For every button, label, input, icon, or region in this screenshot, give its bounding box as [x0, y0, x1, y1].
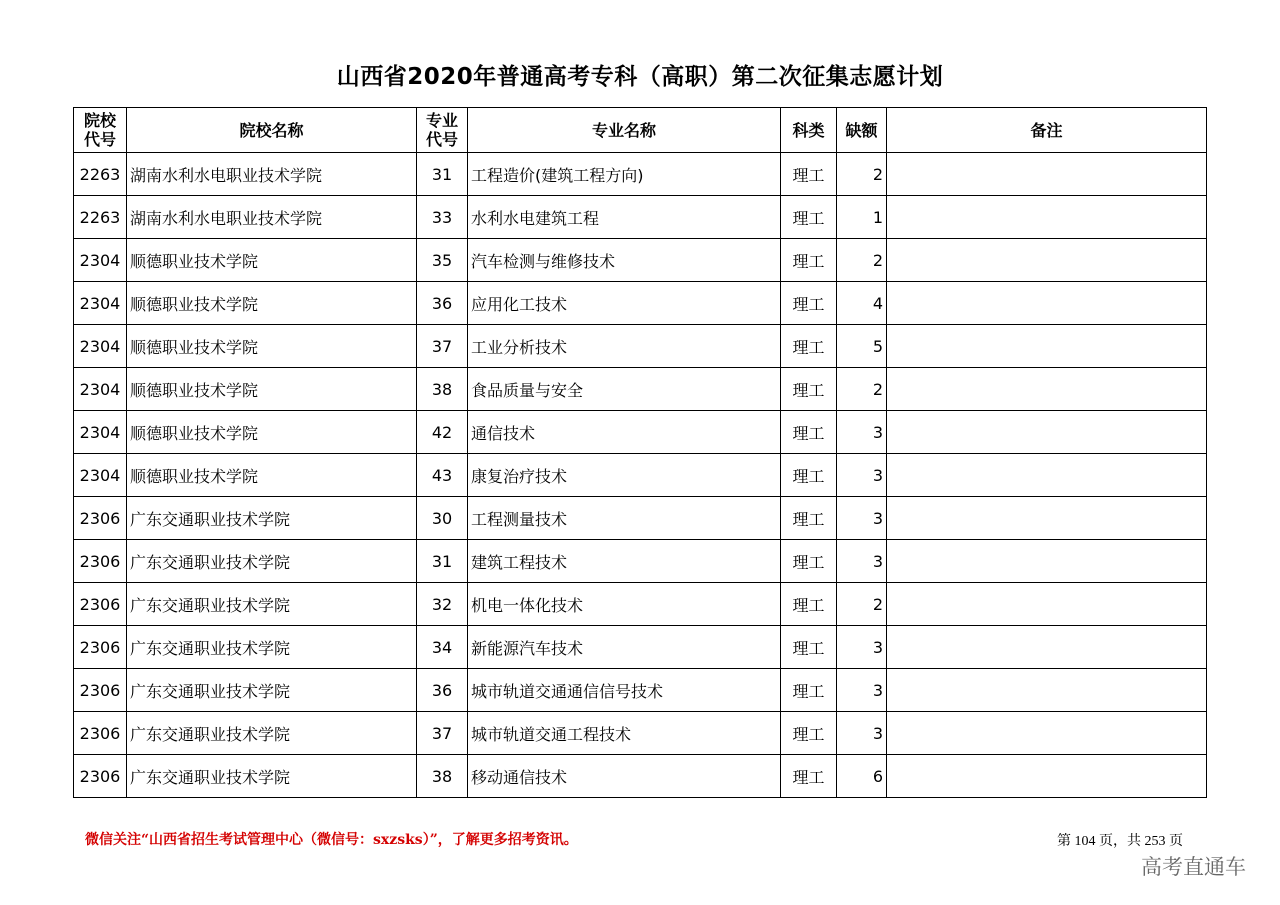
cell-major-code: 33	[417, 196, 468, 239]
cell-school-code: 2304	[74, 368, 127, 411]
table-row	[74, 755, 1207, 798]
cell-category: 理工	[781, 497, 837, 540]
page-indicator: 第 104 页，共 253 页	[1057, 834, 1183, 849]
cell-quota: 3	[837, 669, 887, 712]
cell-quota: 2	[837, 239, 887, 282]
header-major-name: 专业名称	[468, 108, 781, 153]
cell-school-name: 广东交通职业技术学院	[127, 755, 417, 798]
table-row	[74, 282, 1207, 325]
wechat-notice: 微信关注“山西省招生考试管理中心（微信号：sxzsks）”，了解更多招考资讯。	[85, 832, 578, 848]
cell-remark	[887, 583, 1207, 626]
cell-major-code: 36	[417, 282, 468, 325]
cell-major-name: 机电一体化技术	[468, 583, 781, 626]
cell-major-code: 31	[417, 153, 468, 196]
table-row	[74, 626, 1207, 669]
cell-school-code: 2304	[74, 454, 127, 497]
cell-school-name: 顺德职业技术学院	[127, 282, 417, 325]
cell-major-name: 城市轨道交通工程技术	[468, 712, 781, 755]
cell-quota: 3	[837, 497, 887, 540]
cell-category: 理工	[781, 239, 837, 282]
cell-major-code: 30	[417, 497, 468, 540]
cell-school-code: 2306	[74, 497, 127, 540]
cell-remark	[887, 540, 1207, 583]
cell-school-code: 2306	[74, 626, 127, 669]
cell-quota: 3	[837, 712, 887, 755]
cell-major-code: 37	[417, 712, 468, 755]
cell-category: 理工	[781, 325, 837, 368]
cell-category: 理工	[781, 540, 837, 583]
cell-school-code: 2304	[74, 239, 127, 282]
cell-major-name: 建筑工程技术	[468, 540, 781, 583]
cell-quota: 2	[837, 153, 887, 196]
table-row	[74, 497, 1207, 540]
cell-category: 理工	[781, 712, 837, 755]
cell-category: 理工	[781, 454, 837, 497]
header-major-code: 专业 代号	[417, 108, 468, 153]
cell-remark	[887, 411, 1207, 454]
cell-school-code: 2304	[74, 282, 127, 325]
table-row	[74, 454, 1207, 497]
table-row	[74, 368, 1207, 411]
cell-school-name: 顺德职业技术学院	[127, 368, 417, 411]
cell-remark	[887, 368, 1207, 411]
cell-remark	[887, 282, 1207, 325]
table-row	[74, 153, 1207, 196]
table-row	[74, 196, 1207, 239]
header-school-code: 院校 代号	[74, 108, 127, 153]
table-row	[74, 669, 1207, 712]
cell-major-code: 37	[417, 325, 468, 368]
cell-school-name: 广东交通职业技术学院	[127, 712, 417, 755]
cell-major-name: 食品质量与安全	[468, 368, 781, 411]
cell-school-code: 2306	[74, 540, 127, 583]
cell-school-name: 湖南水利水电职业技术学院	[127, 196, 417, 239]
cell-major-name: 移动通信技术	[468, 755, 781, 798]
cell-school-name: 顺德职业技术学院	[127, 239, 417, 282]
cell-remark	[887, 712, 1207, 755]
cell-remark	[887, 755, 1207, 798]
cell-school-code: 2306	[74, 669, 127, 712]
cell-school-name: 广东交通职业技术学院	[127, 497, 417, 540]
cell-major-code: 43	[417, 454, 468, 497]
cell-major-code: 38	[417, 368, 468, 411]
cell-school-name: 广东交通职业技术学院	[127, 626, 417, 669]
cell-school-name: 顺德职业技术学院	[127, 454, 417, 497]
cell-category: 理工	[781, 282, 837, 325]
cell-remark	[887, 239, 1207, 282]
cell-category: 理工	[781, 755, 837, 798]
cell-major-name: 工业分析技术	[468, 325, 781, 368]
cell-quota: 3	[837, 411, 887, 454]
header-remark: 备注	[887, 108, 1207, 153]
cell-major-code: 38	[417, 755, 468, 798]
cell-quota: 2	[837, 368, 887, 411]
cell-major-name: 工程测量技术	[468, 497, 781, 540]
cell-category: 理工	[781, 583, 837, 626]
cell-category: 理工	[781, 196, 837, 239]
cell-school-name: 顺德职业技术学院	[127, 325, 417, 368]
cell-category: 理工	[781, 411, 837, 454]
table-row	[74, 411, 1207, 454]
page-title: 山西省2020年普通高考专科（高职）第二次征集志愿计划	[336, 64, 944, 90]
cell-quota: 5	[837, 325, 887, 368]
cell-category: 理工	[781, 669, 837, 712]
cell-school-code: 2263	[74, 153, 127, 196]
cell-major-code: 34	[417, 626, 468, 669]
cell-school-name: 广东交通职业技术学院	[127, 583, 417, 626]
cell-major-code: 42	[417, 411, 468, 454]
table-row	[74, 239, 1207, 282]
cell-school-code: 2306	[74, 755, 127, 798]
cell-major-name: 康复治疗技术	[468, 454, 781, 497]
cell-major-name: 新能源汽车技术	[468, 626, 781, 669]
header-quota: 缺额	[837, 108, 887, 153]
cell-major-name: 工程造价(建筑工程方向)	[468, 153, 781, 196]
cell-remark	[887, 454, 1207, 497]
header-school-name: 院校名称	[127, 108, 417, 153]
cell-school-code: 2306	[74, 583, 127, 626]
cell-remark	[887, 669, 1207, 712]
cell-remark	[887, 497, 1207, 540]
table-row	[74, 583, 1207, 626]
cell-school-name: 广东交通职业技术学院	[127, 540, 417, 583]
cell-category: 理工	[781, 626, 837, 669]
cell-major-code: 35	[417, 239, 468, 282]
cell-quota: 3	[837, 454, 887, 497]
cell-category: 理工	[781, 153, 837, 196]
cell-major-name: 城市轨道交通通信信号技术	[468, 669, 781, 712]
cell-major-name: 通信技术	[468, 411, 781, 454]
table-header-row	[74, 108, 1207, 153]
plan-table	[73, 107, 1207, 798]
cell-remark	[887, 196, 1207, 239]
cell-major-code: 32	[417, 583, 468, 626]
cell-category: 理工	[781, 368, 837, 411]
table-row	[74, 712, 1207, 755]
cell-school-code: 2263	[74, 196, 127, 239]
cell-school-name: 顺德职业技术学院	[127, 411, 417, 454]
cell-major-name: 应用化工技术	[468, 282, 781, 325]
cell-quota: 3	[837, 540, 887, 583]
header-category: 科类	[781, 108, 837, 153]
cell-school-code: 2304	[74, 325, 127, 368]
table-row	[74, 325, 1207, 368]
cell-school-code: 2304	[74, 411, 127, 454]
cell-quota: 2	[837, 583, 887, 626]
cell-school-code: 2306	[74, 712, 127, 755]
cell-quota: 3	[837, 626, 887, 669]
cell-school-name: 广东交通职业技术学院	[127, 669, 417, 712]
cell-major-name: 水利水电建筑工程	[468, 196, 781, 239]
cell-remark	[887, 325, 1207, 368]
cell-remark	[887, 153, 1207, 196]
cell-quota: 6	[837, 755, 887, 798]
watermark-text: 高考直通车	[1141, 855, 1246, 879]
cell-major-name: 汽车检测与维修技术	[468, 239, 781, 282]
cell-quota: 1	[837, 196, 887, 239]
cell-remark	[887, 626, 1207, 669]
cell-major-code: 31	[417, 540, 468, 583]
table-row	[74, 540, 1207, 583]
cell-major-code: 36	[417, 669, 468, 712]
cell-quota: 4	[837, 282, 887, 325]
cell-school-name: 湖南水利水电职业技术学院	[127, 153, 417, 196]
